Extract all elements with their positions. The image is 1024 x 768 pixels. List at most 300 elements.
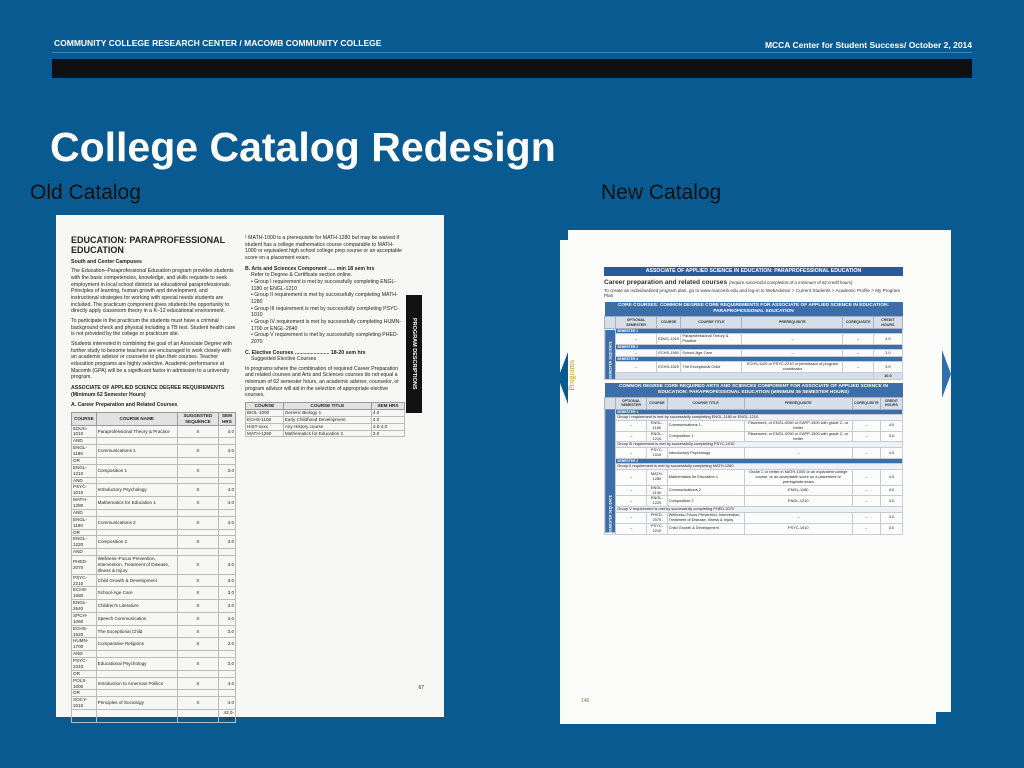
- new-catalog-content: [604, 267, 903, 535]
- course-cell: 3.0: [880, 513, 902, 524]
- table-cell: 4.0: [218, 445, 235, 458]
- table-cell: [177, 690, 218, 697]
- table-cell: [96, 529, 177, 536]
- table-cell: [177, 549, 218, 556]
- group-bullet: • Group I requirement is met by successfully completing ENGL-1180 or ENGL-1210: [251, 278, 397, 292]
- course-cell: –: [616, 350, 657, 357]
- next-page-arrow[interactable]: [942, 350, 951, 398]
- course-cell: –: [853, 513, 881, 524]
- course-cell: Mathematics for Education 1: [667, 470, 744, 486]
- old-catalog-page-number: 67: [418, 685, 424, 691]
- new-catalog-heading: [604, 279, 903, 287]
- elective-cell: MATH-1290: [246, 430, 284, 437]
- course-cell: –: [853, 470, 881, 486]
- old-catalog-section-c: C. Elective Courses ........................ 18-20 sem hrs: [245, 349, 366, 356]
- table-cell: X: [177, 612, 218, 625]
- course-cell: The Exceptional Child: [681, 362, 742, 373]
- course-cell: MATH-1280: [647, 470, 668, 486]
- table-row: [72, 587, 236, 600]
- course-row: [605, 523, 903, 534]
- course-cell: –: [742, 350, 843, 357]
- elective-cell: Generic Biology 1: [283, 409, 371, 416]
- table-cell: Children's Literature: [96, 600, 177, 613]
- header-left-text: COMMUNITY COLLEGE RESEARCH CENTER / MACOMB COMMUNITY COLLEGE: [54, 38, 382, 48]
- header-right-text: MCCA Center for Student Success/ October 2, 2014: [764, 40, 972, 50]
- table-cell: 42.0-44.0: [218, 710, 235, 723]
- table-row: [72, 677, 236, 690]
- course-cell: –: [616, 431, 647, 442]
- table-cell: X: [177, 497, 218, 510]
- table-header-spacer: [605, 397, 616, 409]
- table-cell: [177, 438, 218, 445]
- course-cell: ENGL-1220: [647, 496, 668, 507]
- old-catalog-elective-table: [245, 402, 405, 437]
- table-cell: [218, 529, 235, 536]
- table-cell: 3.0: [218, 638, 235, 651]
- table-cell: [96, 710, 177, 723]
- elective-cell: Mathematics for Education 2: [283, 430, 371, 437]
- table-row: [72, 438, 236, 445]
- new-catalog-page: [568, 230, 951, 712]
- table-cell: ENGL-1190: [72, 516, 97, 529]
- table-header: OPTIONAL SEMESTER: [616, 397, 647, 409]
- table-row: [72, 638, 236, 651]
- table-cell: X: [177, 425, 218, 438]
- table-cell: 4.0: [218, 677, 235, 690]
- semester-sequence-label: SEMESTER SEQUENCE: [605, 329, 616, 380]
- table-cell: [177, 457, 218, 464]
- table-cell: [96, 651, 177, 658]
- elective-header: SEM HRS: [371, 403, 404, 410]
- table-row: [72, 556, 236, 575]
- course-cell: –: [616, 513, 647, 524]
- elective-cell: BIOL-1000: [246, 409, 284, 416]
- table-cell: [96, 670, 177, 677]
- course-cell: –: [616, 420, 647, 431]
- table-cell: X: [177, 464, 218, 477]
- table-cell: [218, 477, 235, 484]
- table-cell: [96, 457, 177, 464]
- course-row: [605, 420, 903, 431]
- table-cell: X: [177, 574, 218, 587]
- table-cell: [96, 690, 177, 697]
- group-bullet: • Group II requirement is met by successfully completing MATH-1280: [251, 292, 398, 305]
- course-cell: Placement, or ENGL-0050 or EAPP-1500 with grade C- or better: [744, 420, 853, 431]
- table-cell: 3.0: [218, 556, 235, 575]
- old-catalog-course-table: [71, 412, 236, 723]
- course-cell: 3.0: [880, 496, 902, 507]
- elective-cell: HIST-xxxx: [246, 423, 284, 430]
- table-row: [72, 536, 236, 549]
- elective-cell: ECHS-1100: [246, 416, 284, 423]
- new-catalog-label: New Catalog: [601, 181, 722, 204]
- elective-row: [246, 416, 405, 423]
- elective-row: [246, 430, 405, 437]
- table-row: [72, 625, 236, 638]
- course-cell: ECHS-1520: [656, 362, 681, 373]
- table-cell: [177, 477, 218, 484]
- course-cell: –: [843, 350, 873, 357]
- header-rule: [52, 52, 972, 53]
- table-cell: AND: [72, 651, 97, 658]
- table-title-row: [605, 383, 903, 397]
- course-cell: 4.0: [880, 485, 902, 496]
- table-header: CREDIT HOURS: [880, 397, 902, 409]
- table-row: [72, 497, 236, 510]
- table-cell: OR: [72, 690, 97, 697]
- course-cell: –: [616, 485, 647, 496]
- table-header: PREREQUISITE: [742, 317, 843, 329]
- course-cell: –: [853, 496, 881, 507]
- table-title: COMMON DEGREE CORE REQUIRED ARTS AND SCIENCES COMPONENT FOR ASSOCIATE OF APPLIED SCIENCE IN EDUCATION: PARAPROFESSIONAL EDUCATION (MINIMUM 36 SEMESTER HOURS): [605, 383, 903, 397]
- table-row: [72, 529, 236, 536]
- course-cell: –: [616, 470, 647, 486]
- course-cell: –: [616, 362, 657, 373]
- table-row: [72, 549, 236, 556]
- table-cell: 3.0: [218, 464, 235, 477]
- new-catalog-banner: ASSOCIATE OF APPLIED SCIENCE IN EDUCATION: PARAPROFESSIONAL EDUCATION: [604, 267, 903, 276]
- course-cell: –: [744, 513, 853, 524]
- table-header: COURSE TITLE: [667, 397, 744, 409]
- elective-row: [246, 409, 405, 416]
- course-cell: Composition 1: [667, 431, 744, 442]
- elective-row: [246, 423, 405, 430]
- table-cell: AND: [72, 549, 97, 556]
- table-cell: PSYC-1010: [72, 484, 97, 497]
- table-cell: X: [177, 658, 218, 671]
- course-cell: ENGL-1210: [744, 496, 853, 507]
- course-cell: 3.0: [873, 350, 902, 357]
- course-cell: Paraprofessional Theory & Practice: [681, 334, 742, 345]
- table-cell: Speech Communication: [96, 612, 177, 625]
- elective-header: COURSE: [246, 403, 284, 410]
- old-catalog-page: [56, 215, 444, 721]
- semester-label: SEMESTER 1: [616, 409, 903, 414]
- course-row: [605, 362, 903, 373]
- table-cell: Introductory Psychology: [96, 484, 177, 497]
- old-catalog-section-c-para: In programs where the combination of required Career Preparation and related courses and Arts and Sciences courses do not equal a minimum of 62 semester hours, an academic advisor, counselor, or program advisor will aid in the selection of appropriate elective courses.: [245, 365, 399, 399]
- course-cell: –: [744, 448, 853, 459]
- table-cell: School-Age Care: [96, 587, 177, 600]
- new-catalog-heading-text: Career preparation and related courses: [604, 278, 728, 286]
- group-label: Group III requirement is met by successfully completing PSYC-1010: [616, 442, 903, 448]
- elective-header: COURSE TITLE: [283, 403, 371, 410]
- table-cell: AND: [72, 509, 97, 516]
- group-bullet: • Group IV requirement is met by successfully completing HUMN-1700 or ENGL-2640: [251, 318, 401, 332]
- table-cell: X: [177, 536, 218, 549]
- table-header: COURSE: [647, 397, 668, 409]
- table-cell: Composition 2: [96, 536, 177, 549]
- table-cell: OR: [72, 457, 97, 464]
- semester-label: SEMESTER 2: [616, 459, 903, 464]
- course-cell: Child Growth & Development: [667, 523, 744, 534]
- elective-cell: Early Childhood Development: [283, 416, 371, 423]
- table-cell: 4.0: [218, 425, 235, 438]
- course-cell: PHED-2070: [647, 513, 668, 524]
- table-cell: OR: [72, 529, 97, 536]
- course-cell: 4.0: [880, 448, 902, 459]
- table-cell: The Exceptional Child: [96, 625, 177, 638]
- table-cell: Educational Psychology: [96, 658, 177, 671]
- course-cell: –: [616, 334, 657, 345]
- table-cell: ENGL-1180: [72, 445, 97, 458]
- slide-title: College Catalog Redesign: [50, 124, 556, 170]
- table-cell: X: [177, 484, 218, 497]
- table-cell: [218, 509, 235, 516]
- total-spacer: [616, 372, 874, 379]
- old-catalog-para-3: Students interested in combining the goal of an Associate Degree with further study to become teachers are encouraged to work closely with an academic advisor or counselor to plan their courses. Teacher education programs are highly selective. Academic performance at Macomb (GPA) will be a significant factor in admission to a university program.: [71, 340, 232, 381]
- table-cell: [96, 477, 177, 484]
- table-header: CREDIT HOURS: [873, 317, 902, 329]
- table-header: SEM HRS: [218, 412, 235, 425]
- table-cell: X: [177, 445, 218, 458]
- old-catalog-para-2: To participate in the practicum the students must have a criminal background check and physical including a TB test. Student health care is not provided by the college or practicum site.: [71, 317, 236, 338]
- course-cell: ENGL-1180: [744, 485, 853, 496]
- course-cell: ECHS-1580: [658, 349, 680, 355]
- group-label: Group V requirement is met by successfully completing PHED-2070: [616, 507, 903, 513]
- table-row: [72, 445, 236, 458]
- elective-cell: 3.0: [371, 430, 404, 437]
- course-cell: –: [616, 496, 647, 507]
- table-cell: X: [177, 600, 218, 613]
- course-cell: 4.0: [873, 334, 902, 345]
- table-row: [72, 600, 236, 613]
- old-catalog-section-b-sub: Refer to Degree & Certificate section online.: [251, 272, 353, 279]
- table-cell: Comparative Religions: [96, 638, 177, 651]
- table-cell: [218, 690, 235, 697]
- table-cell: Mathematics for Education 1: [96, 497, 177, 510]
- table-cell: ENGL-1210: [72, 464, 97, 477]
- course-cell: –: [853, 523, 881, 534]
- course-row: [605, 470, 903, 486]
- table-cell: [218, 457, 235, 464]
- table-row: [72, 651, 236, 658]
- old-catalog-section-b: B. Arts and Sciences Component ..... min 18 sem hrs: [245, 265, 375, 272]
- table-cell: ENGL-2640: [72, 600, 97, 613]
- table-cell: 3.0: [218, 612, 235, 625]
- new-catalog-arts-table: [604, 383, 903, 535]
- table-cell: 3.0: [218, 658, 235, 671]
- course-cell: –: [853, 431, 881, 442]
- table-cell: 4.0: [218, 697, 235, 710]
- table-cell: Paraprofessional Theory & Practice: [96, 425, 177, 438]
- table-cell: 3.0: [218, 600, 235, 613]
- table-header: OPTIONAL SEMESTER: [616, 317, 657, 329]
- table-cell: [72, 710, 97, 723]
- table-cell: ENGL-1220: [72, 536, 97, 549]
- table-cell: Introduction to American Politics: [96, 677, 177, 690]
- course-cell: 4.0: [880, 420, 902, 431]
- course-cell: Placement, or ENGL-0050 or EAPP-1500 with grade C- or better: [744, 431, 853, 442]
- course-cell: Grade C or better in MATH-1000 or an equivalent college course, or an acceptable score on a placement or prerequisite exam: [744, 470, 853, 486]
- course-cell: School-Age Care: [681, 350, 742, 357]
- table-row: [72, 710, 236, 723]
- course-cell: Introductory Psychology: [667, 448, 744, 459]
- table-row: [72, 516, 236, 529]
- course-cell: –: [843, 362, 873, 373]
- table-cell: EDUC-1010: [72, 425, 97, 438]
- old-catalog-side-tab: PROGRAM DESCRIPTIONS: [406, 295, 422, 413]
- old-catalog-campus: South and Center Campuses: [71, 258, 142, 265]
- table-cell: [218, 438, 235, 445]
- table-row: [72, 425, 236, 438]
- course-cell: Communications 1: [667, 420, 744, 431]
- table-cell: [177, 529, 218, 536]
- table-cell: X: [177, 697, 218, 710]
- course-row: [605, 485, 903, 496]
- table-cell: Communications 2: [96, 516, 177, 529]
- table-cell: PSYC-2310: [72, 658, 97, 671]
- semester-label: SEMESTER 2: [616, 345, 903, 350]
- table-cell: OR: [72, 670, 97, 677]
- table-cell: PSYC-2210: [72, 574, 97, 587]
- new-catalog-heading-note: (require successful completion of a minimum of 62 credit hours): [728, 279, 853, 285]
- table-cell: X: [177, 516, 218, 529]
- table-row: [72, 690, 236, 697]
- course-row: [605, 431, 903, 442]
- table-cell: 4.0: [218, 516, 235, 529]
- table-row: [72, 612, 236, 625]
- table-cell: X: [177, 625, 218, 638]
- table-header: PREREQUISITE: [744, 397, 853, 409]
- table-cell: AND: [72, 477, 97, 484]
- course-cell: PSYC-1010: [744, 523, 853, 534]
- course-cell: ENGL-1180: [647, 420, 668, 431]
- course-row: [605, 513, 903, 524]
- table-cell: Wellness–Focus Prevention, Intervention, Treatment of Disease, Illness & Injury: [96, 556, 177, 575]
- group-label: Group II requirement is met by successfully completing MATH-1280: [616, 464, 903, 470]
- table-header: COURSE TITLE: [681, 317, 742, 329]
- table-cell: SPCH-1060: [72, 612, 97, 625]
- table-cell: Principles of Sociology: [96, 697, 177, 710]
- table-cell: 4.0: [218, 484, 235, 497]
- old-catalog-left-column: [71, 235, 236, 723]
- table-cell: Composition 1: [96, 464, 177, 477]
- new-catalog-page-number: 146: [581, 698, 590, 704]
- table-cell: 3.0: [218, 574, 235, 587]
- table-row: [72, 509, 236, 516]
- table-header: COREQUISITE: [843, 317, 873, 329]
- old-catalog-para-1: The Education–Paraprofessional Education program provides students with the basic competencies, knowledge, and skills requisite to seek employment in local school districts as educational paraprofessionals. Principles of learning, human growth and development, and instructional strategies for working with special needs students are included. The practicum component gives students the opportunity to directly apply classroom theory in a K–12 educational environment.: [71, 268, 234, 315]
- table-cell: POLS-1000: [72, 677, 97, 690]
- elective-cell: 4.0: [371, 416, 404, 423]
- table-cell: [96, 509, 177, 516]
- old-catalog-note: ¹ MATH-1000 is a prerequisite for MATH-1280 but may be waived if student has a college mathematics course comparable to MATH-1000 or equivalent high school college prep course or an acceptable score on a placement exam.: [245, 235, 402, 261]
- old-catalog-title: EDUCATION: PARAPROFESSIONAL EDUCATION: [71, 235, 226, 256]
- course-cell: PSYC-1010: [647, 448, 668, 459]
- course-cell: PSYC-2210: [647, 523, 668, 534]
- table-cell: [218, 549, 235, 556]
- programs-side-label: Programs: [567, 360, 576, 391]
- header-black-bar: [52, 59, 972, 78]
- old-catalog-groups: [245, 279, 405, 346]
- course-cell: ENGL-1210: [647, 431, 668, 442]
- table-cell: HUMN-1700: [72, 638, 97, 651]
- course-cell: EDUC-1010: [656, 334, 681, 345]
- table-cell: [177, 509, 218, 516]
- course-cell: –: [742, 334, 843, 345]
- old-catalog-label: Old Catalog: [30, 181, 141, 204]
- course-row: [605, 334, 903, 345]
- table-cell: [177, 651, 218, 658]
- table-header: SUGGESTED SEQUENCE: [177, 412, 218, 425]
- old-catalog-section-a: A. Career Preparation and Related Courses: [71, 402, 178, 409]
- table-row: [72, 670, 236, 677]
- table-row: [72, 457, 236, 464]
- course-cell: Communications 2: [667, 485, 744, 496]
- table-cell: X: [177, 638, 218, 651]
- elective-cell: Any History course: [283, 423, 371, 430]
- total-row: [605, 372, 903, 379]
- table-cell: 4.0: [218, 497, 235, 510]
- semester-label: SEMESTER 1: [616, 329, 903, 334]
- course-cell: –: [616, 523, 647, 534]
- course-row: [605, 350, 903, 357]
- table-cell: 3.0: [218, 625, 235, 638]
- course-cell: ENGL-1190: [647, 485, 668, 496]
- table-header: COREQUISITE: [853, 397, 881, 409]
- old-catalog-right-column: [245, 235, 405, 437]
- course-cell: 4.0: [880, 470, 902, 486]
- new-catalog-core-table: [604, 302, 903, 380]
- course-cell: –: [853, 448, 881, 459]
- course-cell: 3.0: [880, 523, 902, 534]
- total-credit-hours: 10.0: [873, 372, 902, 379]
- course-cell: –: [853, 420, 881, 431]
- table-row: [72, 464, 236, 477]
- table-cell: X: [177, 587, 218, 600]
- table-cell: MATH-1280: [72, 497, 97, 510]
- table-cell: X: [177, 677, 218, 690]
- elective-cell: 4.0: [371, 409, 404, 416]
- table-row: [72, 658, 236, 671]
- table-cell: Communications 1: [96, 445, 177, 458]
- table-title: CORE COURSES: COMMON DEGREE CORE REQUIREMENTS FOR ASSOCIATE OF APPLIED SCIENCE IN EDUCATION: PARAPROFESSIONAL EDUCATION: [605, 302, 903, 316]
- course-cell: Composition 2: [667, 496, 744, 507]
- table-header-spacer: [605, 317, 616, 329]
- table-header-row: [605, 397, 903, 409]
- table-cell: AND: [72, 438, 97, 445]
- old-catalog-degree-heading: ASSOCIATE OF APPLIED SCIENCE DEGREE REQUIREMENTS: [71, 384, 225, 391]
- elective-cell: 3.0-4.0: [371, 423, 404, 430]
- course-cell: 3.0: [880, 431, 902, 442]
- table-cell: PHED-2070: [72, 556, 97, 575]
- table-row: [72, 484, 236, 497]
- table-cell: [96, 549, 177, 556]
- table-row: [72, 477, 236, 484]
- table-cell: Child Growth & Development: [96, 574, 177, 587]
- table-cell: [177, 670, 218, 677]
- course-row: [605, 448, 903, 459]
- new-catalog-intro: To create an individualized program plan, go to www.macomb.edu and log-in to WebAdvisor > Current Students > Academic Profile > My Program Plan: [604, 287, 901, 299]
- table-header-row: [605, 317, 903, 329]
- table-cell: ECHS-1520: [72, 625, 97, 638]
- group-bullet: • Group III requirement is met by successfully completing PSYC-1010: [251, 305, 399, 319]
- group-label: Group I requirement is met by successfully completing ENGL-1180 or ENGL-1210: [616, 415, 903, 421]
- course-cell: ECHS-1100 or PSYC-2210 or permission of program coordinator: [742, 362, 843, 373]
- table-title-row: [605, 302, 903, 316]
- old-catalog-degree-hours: (Minimum 62 Semester Hours): [71, 391, 146, 398]
- table-cell: SOCY-1010: [72, 697, 97, 710]
- table-cell: [218, 670, 235, 677]
- semester-sequence-label: SEMESTER SEQUENCE: [605, 409, 616, 534]
- course-row: [605, 496, 903, 507]
- course-cell: Wellness–Focus Prevention, Intervention, Treatment of Disease, Illness & Injury: [667, 513, 744, 524]
- table-cell: X: [177, 556, 218, 575]
- table-cell: [96, 438, 177, 445]
- course-cell: –: [843, 334, 873, 345]
- table-cell: 3.0: [218, 587, 235, 600]
